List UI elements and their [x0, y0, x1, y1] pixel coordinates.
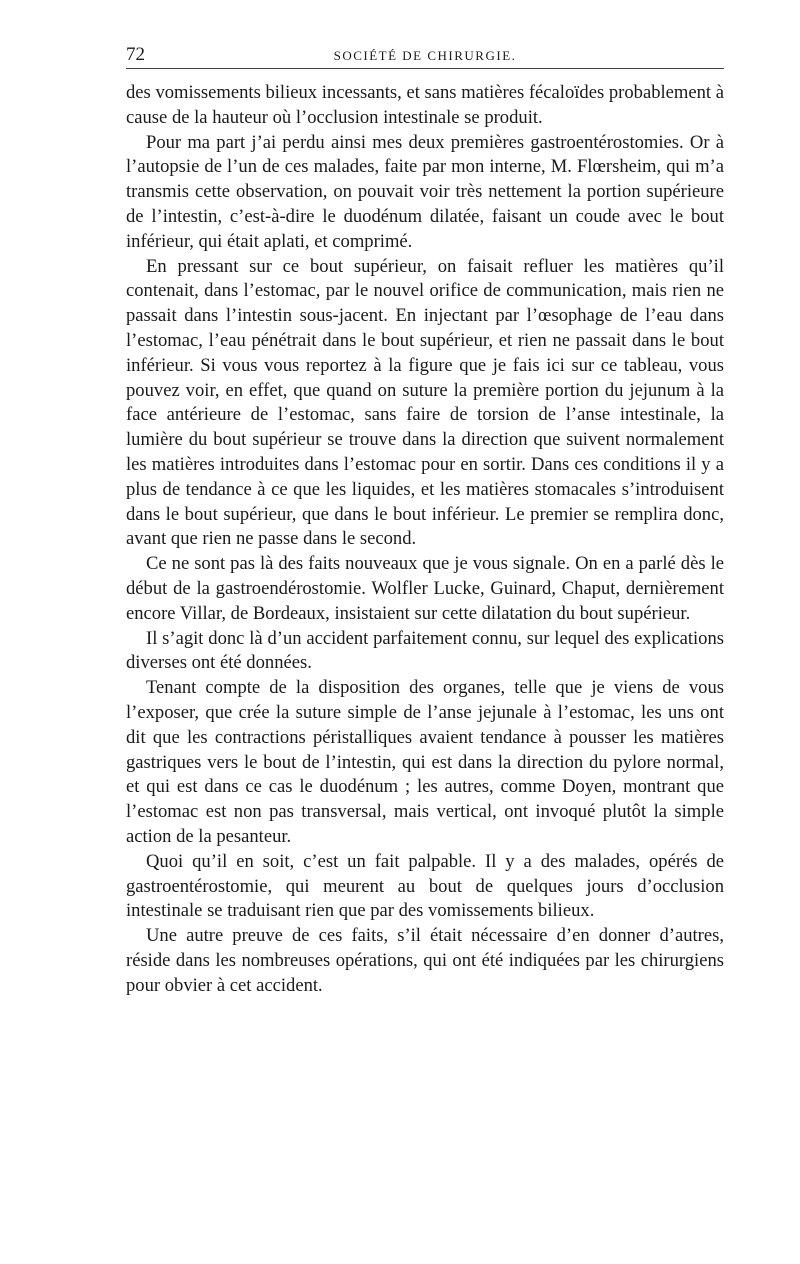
body-text [126, 81, 724, 998]
paragraph: Quoi qu’il en soit, c’est un fait palpable. Il y a des malades, opérés de gastroentérostomie, qui meurent au bout de quelques jours d’occlusion intestinale se traduisant rien que par des vomissements bilieux. [126, 850, 724, 922]
paragraph: des vomissements bilieux incessants, et sans matières fécaloïdes probablement à cause de la hauteur où l’occlusion intestinale se produit. [126, 82, 724, 128]
running-title: SOCIÉTÉ DE CHIRURGIE. [333, 48, 517, 63]
paragraph: Pour ma part j’ai perdu ainsi mes deux premières gastroentérostomies. Or à l’autopsie de l’un de ces malades, faite par mon interne, M. Flœrsheim, qui m’a transmis cette observation, on pouvait voir très nettement la portion supérieure de l’intestin, c’est-à-dire le duodénum dilatée, faisant un coude avec le bout inférieur, qui était aplati, et comprimé. [126, 131, 724, 252]
page-header [126, 40, 724, 69]
paragraph: Une autre preuve de ces faits, s’il était nécessaire d’en donner d’autres, réside dans les nombreuses opérations, qui ont été indiquées par les chirurgiens pour obvier à cet accident. [126, 925, 724, 996]
page-number: 72 [126, 44, 145, 65]
paragraph: Tenant compte de la disposition des organes, telle que je viens de vous l’exposer, que crée la suture simple de l’anse jejunale à l’estomac, les uns ont dit que les contractions péristalliques avaient tendance à pousser les matières gastriques vers le bout de l’intestin, qui est dans la direction du pylore normal, et qui est dans ce cas le duodénum ; les autres, comme Doyen, montrant que l’estomac est non pas transversal, mais vertical, ont invoqué plutôt la simple action de la pesanteur. [126, 677, 724, 847]
paragraph: En pressant sur ce bout supérieur, on faisait refluer les matières qu’il contenait, dans l’estomac, par le nouvel orifice de communication, mais rien ne passait dans l’intestin sous-jacent. En injectant par l’œsophage de l’eau dans l’estomac, l’eau pénétrait dans le bout supérieur, et rien ne passait dans le bout inférieur. Si vous vous reportez à la figure que je fais ici sur ce tableau, vous pouvez voir, en effet, que quand on suture la première portion du jejunum à la face antérieure de l’estomac, sans faire de torsion de l’anse intestinale, la lumière du bout supérieur se trouve dans la direction que suivent normalement les matières introduites dans l’estomac pour en sortir. Dans ces conditions il y a plus de tendance à ce que les liquides, et les matières stomacales s’introduisent dans le bout supérieur, que dans le bout inférieur. Le premier se remplira donc, avant que rien ne passe dans le second. [126, 255, 724, 550]
paragraph: Il s’agit donc là d’un accident parfaitement connu, sur lequel des explications diverses ont été données. [126, 627, 724, 674]
book-page [126, 40, 724, 998]
paragraph: Ce ne sont pas là des faits nouveaux que je vous signale. On en a parlé dès le début de la gastroendérostomie. Wolfler Lucke, Guinard, Chaput, dernièrement encore Villar, de Bordeaux, insistaient sur cette dilatation du bout supérieur. [126, 553, 724, 624]
